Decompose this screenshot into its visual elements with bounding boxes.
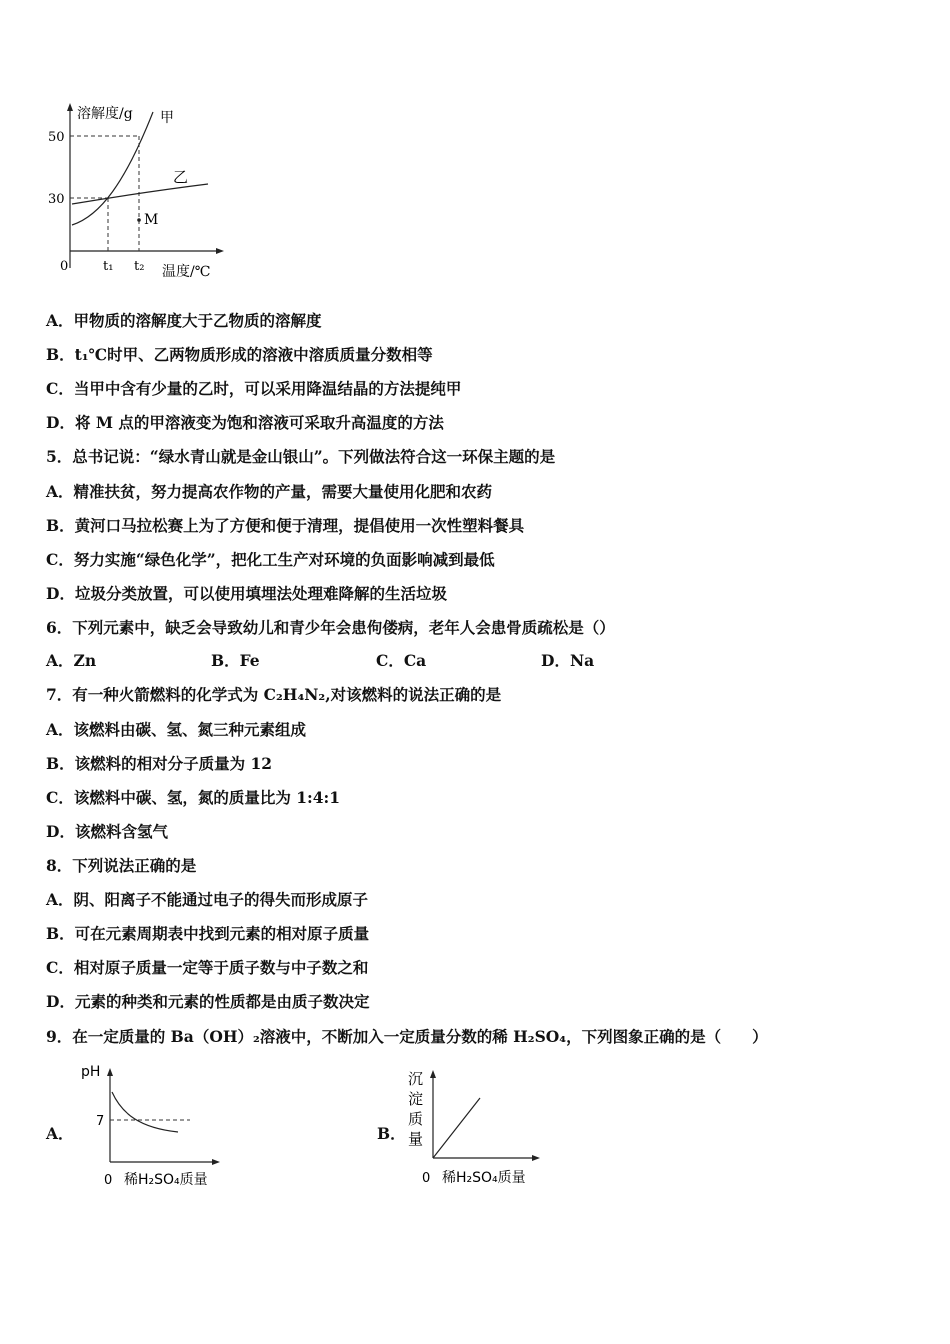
y-axis-label-char-2: 淀 [408, 1090, 424, 1108]
q6-option-a: A．Zn [46, 651, 97, 670]
x-axis-label: 温度/℃ [162, 264, 211, 280]
x-axis-label: 稀H₂SO₄质量 [442, 1170, 526, 1186]
curve-jia [72, 112, 153, 225]
q8-option-b: B．可在元素周期表中找到元素的相对原子质量 [46, 924, 370, 943]
q7-option-a: A．该燃料由碳、氢、氮三种元素组成 [46, 720, 307, 739]
origin-label: 0 [60, 259, 69, 274]
q5-stem: 5．总书记说：“绿水青山就是金山银山”。下列做法符合这一环保主题的是 [46, 447, 556, 466]
origin-label: 0 [104, 1173, 113, 1188]
x-axis-arrow [216, 248, 224, 254]
q6-stem: 6．下列元素中，缺乏会导致幼儿和青少年会患佝偻病，老年人会患骨质疏松是（） [46, 618, 615, 637]
q5-option-d: D．垃圾分类放置，可以使用填埋法处理难降解的生活垃圾 [46, 584, 447, 603]
y-axis-label-char-4: 量 [408, 1130, 424, 1148]
y-axis-label-char-3: 质 [408, 1110, 424, 1128]
q9-graph-b [402, 1060, 562, 1192]
x-tick-t1: t₁ [103, 259, 114, 274]
y-axis-label: 溶解度/g [77, 106, 133, 122]
q7-stem: 7．有一种火箭燃料的化学式为 C₂H₄N₂,对该燃料的说法正确的是 [46, 685, 502, 704]
q5-option-a: A．精准扶贫，努力提高农作物的产量，需要大量使用化肥和农药 [46, 482, 493, 501]
origin-label: 0 [422, 1171, 431, 1186]
y-axis-label-char-1: 沉 [408, 1070, 424, 1088]
point-m-label: M [144, 212, 159, 228]
ph-curve [112, 1092, 178, 1132]
q7-option-b: B．该燃料的相对分子质量为 12 [46, 754, 273, 773]
q9-graph-a [78, 1060, 258, 1192]
q6-option-b: B．Fe [211, 651, 260, 670]
x-axis-arrow [212, 1159, 220, 1165]
q4-option-b: B．t₁℃时甲、乙两物质形成的溶液中溶质质量分数相等 [46, 345, 433, 364]
precipitate-line [433, 1098, 480, 1158]
curve-yi [72, 184, 208, 204]
q9-option-a-label: A． [46, 1124, 74, 1143]
q8-option-d: D．元素的种类和元素的性质都是由质子数决定 [46, 992, 370, 1011]
q4-option-d: D．将 M 点的甲溶液变为饱和溶液可采取升高温度的方法 [46, 413, 444, 432]
y-tick-30: 30 [48, 192, 65, 207]
q8-stem: 8．下列说法正确的是 [46, 856, 197, 875]
q6-option-c: C．Ca [376, 651, 427, 670]
x-axis-label: 稀H₂SO₄质量 [124, 1172, 208, 1188]
curve-jia-label: 甲 [160, 110, 174, 126]
point-m [137, 218, 141, 222]
q4-option-c: C．当甲中含有少量的乙时，可以采用降温结晶的方法提纯甲 [46, 379, 462, 398]
q8-option-a: A．阴、阳离子不能通过电子的得失而形成原子 [46, 890, 369, 909]
q6-option-d: D．Na [541, 651, 595, 670]
curve-yi-label: 乙 [173, 168, 189, 186]
q7-option-d: D．该燃料含氢气 [46, 822, 168, 841]
solubility-graph [40, 98, 240, 283]
y-axis-arrow [107, 1068, 113, 1076]
q9-stem: 9．在一定质量的 Ba（OH）₂溶液中，不断加入一定质量分数的稀 H₂SO₄，下列图象正确的是（ ） [46, 1027, 768, 1046]
y-axis-label: pH [81, 1064, 101, 1080]
q5-option-b: B．黄河口马拉松赛上为了方便和便于清理，提倡使用一次性塑料餐具 [46, 516, 525, 535]
y-axis-arrow [67, 103, 73, 111]
q7-option-c: C．该燃料中碳、氢，氮的质量比为 1:4:1 [46, 788, 341, 807]
y-tick-50: 50 [48, 130, 65, 145]
q4-option-a: A．甲物质的溶解度大于乙物质的溶解度 [46, 311, 322, 330]
y-axis-arrow [430, 1070, 436, 1078]
x-tick-t2: t₂ [134, 259, 145, 274]
tick-7: 7 [96, 1114, 105, 1129]
q8-option-c: C．相对原子质量一定等于质子数与中子数之和 [46, 958, 369, 977]
q5-option-c: C．努力实施“绿色化学”，把化工生产对环境的负面影响减到最低 [46, 550, 495, 569]
q9-option-b-label: B． [377, 1124, 406, 1143]
x-axis-arrow [532, 1155, 540, 1161]
